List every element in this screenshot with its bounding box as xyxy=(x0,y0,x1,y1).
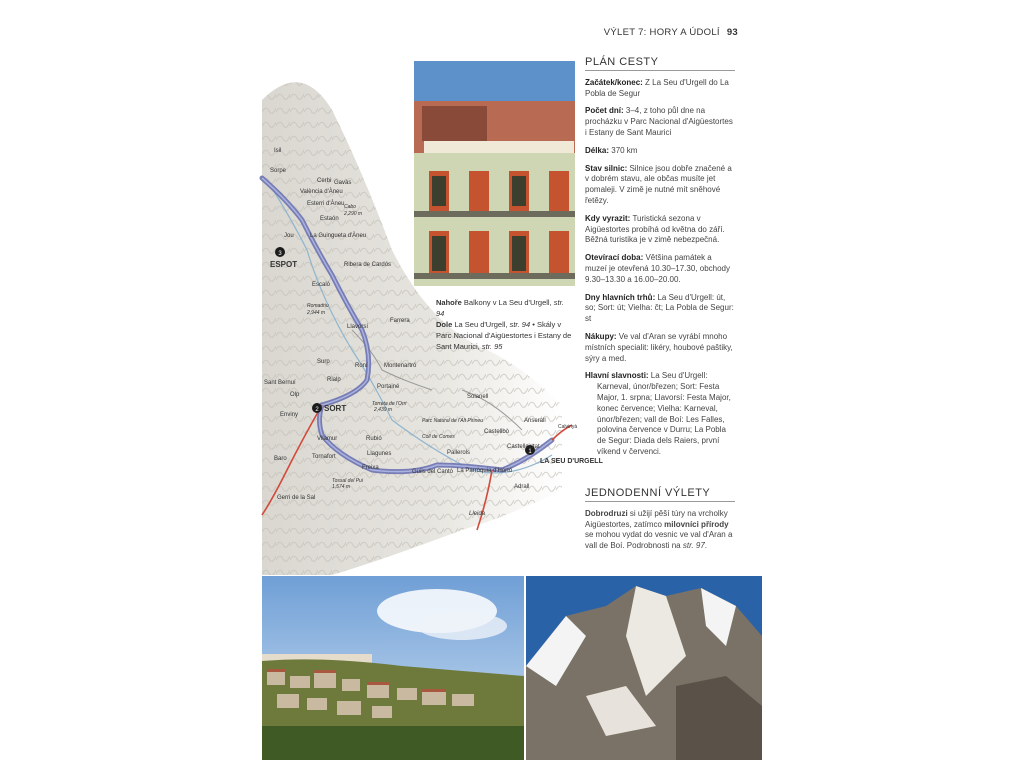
caption-bottom-text: • Skály v Parc Nacional d'Aigüestortes i Estany de Sant Maurici, xyxy=(436,320,572,351)
caption-bottom-text: La Seu d'Urgell, xyxy=(452,320,510,329)
plan-item: Délka: 370 km xyxy=(585,145,638,155)
plan-item: Kdy vyrazit: Turistická sezona v Aigüestortes probíhá od května do září. Běžná turistika je v zimě nebezpečná. xyxy=(585,213,725,245)
town-label: Montenartró xyxy=(384,363,417,369)
stop-label-seu: LA SEU D'URGELL xyxy=(540,458,603,465)
trip-plan-title: PLÁN CESTY xyxy=(585,57,735,71)
town-label: Tornafort xyxy=(312,454,336,460)
caption-bottom-label: Dole xyxy=(436,320,453,329)
town-label: Torreta de l'Orri xyxy=(372,401,407,407)
town-photo xyxy=(262,576,524,760)
caption-top-ref: str. 94 xyxy=(436,298,564,318)
photo-caption xyxy=(436,297,572,352)
plan-item: Stav silnic: Silnice jsou dobře značené a v dobrém stavu, ale občas musíte jet pomaleji. V zimě je nutné mít sněhové řetězy. xyxy=(585,163,732,205)
town-label: València d'Àneu xyxy=(300,189,343,195)
town-label: Farrera xyxy=(390,318,410,324)
town-label: Rialp xyxy=(327,377,341,383)
town-label: Castellbò xyxy=(484,429,510,435)
town-label: Ribera de Cardós xyxy=(344,262,392,268)
town-label: Coll de Comes xyxy=(422,434,455,440)
town-label: Calvinyà xyxy=(558,424,578,430)
town-label: Gavàs xyxy=(334,180,352,186)
town-label: Baro xyxy=(274,456,287,462)
section-title: VÝLET 7: HORY A ÚDOLÍ xyxy=(603,27,720,38)
caption-top-text: Balkony v La Seu d'Urgell, xyxy=(461,298,554,307)
town-label: Solanell xyxy=(467,394,489,400)
town-label: 2,944 m xyxy=(307,310,326,316)
town-label: Estaón xyxy=(320,216,339,222)
town-label: Anserall xyxy=(524,418,546,424)
plan-item: Otevírací doba: Většina památek a muzeí je otevřená 10.30–17.30, obchody 9.30–13.30 a 16.00–20.00. xyxy=(585,253,730,284)
town-label: Cabo xyxy=(344,204,356,210)
town-label: Freixa xyxy=(362,465,379,471)
town-label: Gerri de la Sal xyxy=(277,495,316,501)
town-label: Esterri d'Àneu xyxy=(307,201,345,207)
town-label: Guils del Cantó xyxy=(412,469,454,475)
town-label: Jou xyxy=(284,233,294,239)
town-label: Sorpe xyxy=(270,168,287,174)
caption-top-label: Nahoře xyxy=(436,298,462,307)
trip-plan xyxy=(585,57,735,465)
town-label: La Guingueta d'Àneu xyxy=(310,233,367,239)
stop-num-2: 2 xyxy=(315,407,319,413)
town-label: Enviny xyxy=(280,412,299,418)
stop-num-1: 1 xyxy=(528,449,532,455)
town-label: Cerbi xyxy=(317,178,332,184)
plan-item: Počet dní: 3–4, z toho půl dne na procházku v Parc Nacional d'Aigüestortes i Estany de Sant Maurici xyxy=(585,106,733,137)
town-label: Romadriu xyxy=(307,303,329,309)
town-label: Adrall xyxy=(514,484,530,490)
town-label: Isil xyxy=(274,148,282,154)
town-label: 2,439 m xyxy=(374,407,393,413)
town-label: Parc Natural de l'Alt Pirineu xyxy=(422,418,483,424)
stop-label-espot: ESPOT xyxy=(270,260,298,269)
town-label: Escaló xyxy=(312,282,331,288)
page-number: 93 xyxy=(726,27,738,38)
mountain-photo xyxy=(526,576,762,760)
day-trips xyxy=(585,488,735,552)
plan-item: Začátek/konec: Z La Seu d'Urgell do La Pobla de Segur xyxy=(585,77,729,98)
town-label: Pallerols xyxy=(447,450,471,456)
plan-item: Dny hlavních trhů: La Seu d'Urgell: út, so; Sort: út; Vielha: čt; La Pobla de Segur: st xyxy=(585,292,734,324)
town-label: Vilamur xyxy=(317,436,338,442)
town-label: 2,290 m xyxy=(344,211,363,217)
stop-label-sort: SORT xyxy=(324,404,347,413)
stop-num-3: 3 xyxy=(278,251,282,257)
day-trips-text: Dobrodruzi si užijí pěší túry na vrcholky Aigüestortes, zatímco milovníci přírody se mohou vydat do vesnic ve val d'Aran a vall de Boí. Podrobnosti na str. 97. xyxy=(585,508,733,551)
town-label: Tossal del Pui xyxy=(332,478,363,484)
plan-item: Hlavní slavnosti: La Seu d'Urgell: Karneval, únor/březen; Sort: Festa Major, 1. srpna; Llavorsí: Festa Major, konec července; Vielha: Karneval, únor/březen; vall de Boí: Les Falles, polovina července v Durru; La Pobla de Segur: Diada dels Raiers, první víkend v červenci. xyxy=(585,371,731,456)
balcony-photo xyxy=(414,61,575,286)
town-label: Sant Bernuí xyxy=(264,380,296,386)
caption-bottom-ref: str. 95 xyxy=(481,342,503,351)
running-header xyxy=(560,27,738,38)
town-label: Olp xyxy=(290,392,300,398)
caption-bottom-ref: str. 94 xyxy=(509,320,531,329)
town-label: La Parròquia d'Hortó xyxy=(457,468,513,474)
town-label: Llagunes xyxy=(367,451,392,457)
town-label: Roní xyxy=(355,363,368,369)
town-label: Llavorsí xyxy=(347,324,369,330)
plan-item: Nákupy: Ve val d'Aran se vyrábí mnoho místních specialit: likéry, houbové paštiky, sýry a med. xyxy=(585,331,733,363)
town-label: Lleida xyxy=(469,511,486,517)
town-label: Castellciutat xyxy=(507,444,540,450)
town-label: Rubió xyxy=(366,436,382,442)
day-trips-title: JEDNODENNÍ VÝLETY xyxy=(585,488,735,502)
town-label: Surp xyxy=(317,359,330,365)
town-label: 1,574 m xyxy=(332,484,351,490)
town-label: Portainé xyxy=(377,384,400,390)
